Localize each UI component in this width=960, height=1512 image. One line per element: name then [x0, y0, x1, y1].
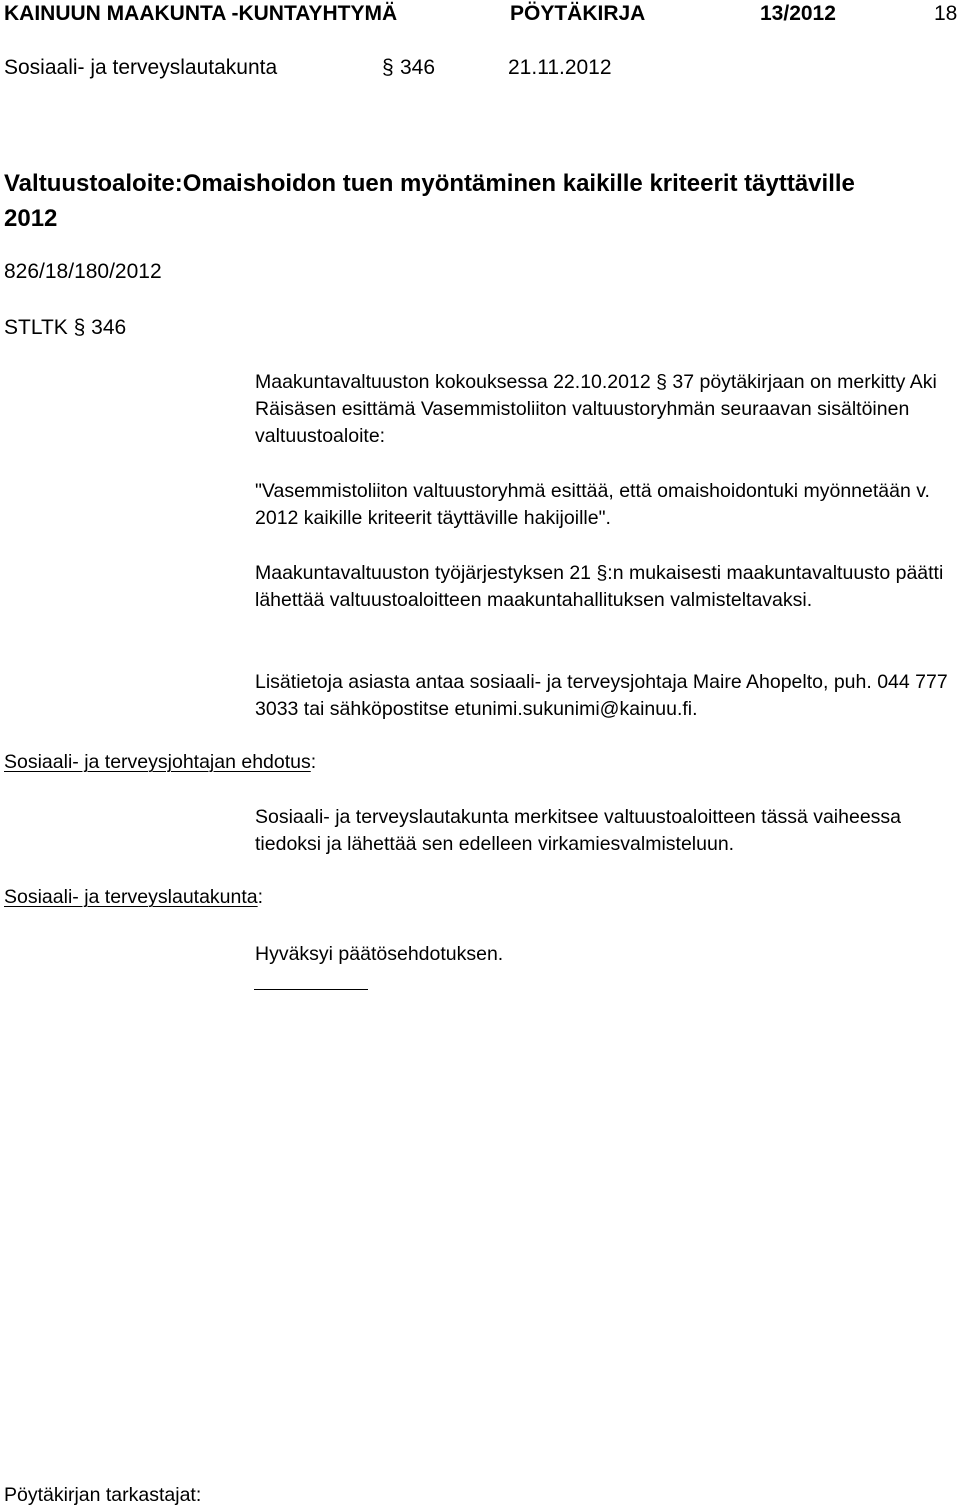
page-title: Valtuustoaloite:Omaishoidon tuen myöntäminen kaikille kriteerit täyttäville 2012 [4, 170, 855, 232]
proposal-label: Sosiaali- ja terveysjohtajan ehdotus: [4, 751, 317, 773]
organization-name: KAINUUN MAAKUNTA -KUNTAYHTYMÄ [4, 2, 398, 25]
decision-label: Sosiaali- ja terveyslautakunta: [4, 886, 264, 908]
stltk-number: 346 [91, 316, 127, 339]
section-symbol: § [382, 56, 394, 79]
stltk-reference [4, 316, 126, 340]
page-number: 18 [934, 2, 958, 25]
paragraph-contact-info: Lisätietoja asiasta antaa sosiaali- ja terveysjohtaja Maire Ahopelto, puh. 044 777 3033 tai sähköpostitse etunimi.sukunimi@kainuu.fi. [255, 671, 948, 720]
stltk-symbol: § [73, 316, 86, 339]
paragraph-motion-quote: "Vasemmistoliiton valtuustoryhmä esittää, että omaishoidontuki myönnetään v. 2012 kaikille kriteerit täyttäville hakijoille". [255, 480, 930, 529]
section-number: 346 [400, 56, 436, 79]
decision-underline-rule [254, 989, 368, 990]
document-type: PÖYTÄKIRJA [510, 2, 646, 25]
paragraph-background: Maakuntavaltuuston kokouksessa 22.10.2012 § 37 pöytäkirjaan on merkitty Aki Räisäsen esittämä Vasemmistoliiton valtuustoryhmän seuraavan sisältöinen valtuustoaloite: [255, 371, 937, 447]
paragraph-proposal: Sosiaali- ja terveyslautakunta merkitsee valtuustoaloitteen tässä vaiheessa tiedoksi ja lähettää sen edelleen virkamiesvalmisteluun. [255, 806, 902, 855]
paragraph-decision: Hyväksyi päätösehdotuksen. [255, 943, 504, 965]
paragraph-council-decision: Maakuntavaltuuston työjärjestyksen 21 §:n mukaisesti maakuntavaltuusto päätti lähettää valtuustoaloitteen maakuntahallituksen valmisteltavaksi. [255, 562, 944, 611]
document-number: 13/2012 [760, 2, 836, 25]
reference-number: 826/18/180/2012 [4, 260, 162, 283]
meeting-date: 21.11.2012 [508, 56, 612, 79]
committee-name: Sosiaali- ja terveyslautakunta [4, 56, 278, 79]
reviewers-label: Pöytäkirjan tarkastajat: [4, 1484, 202, 1506]
stltk-prefix: STLTK [4, 316, 68, 339]
